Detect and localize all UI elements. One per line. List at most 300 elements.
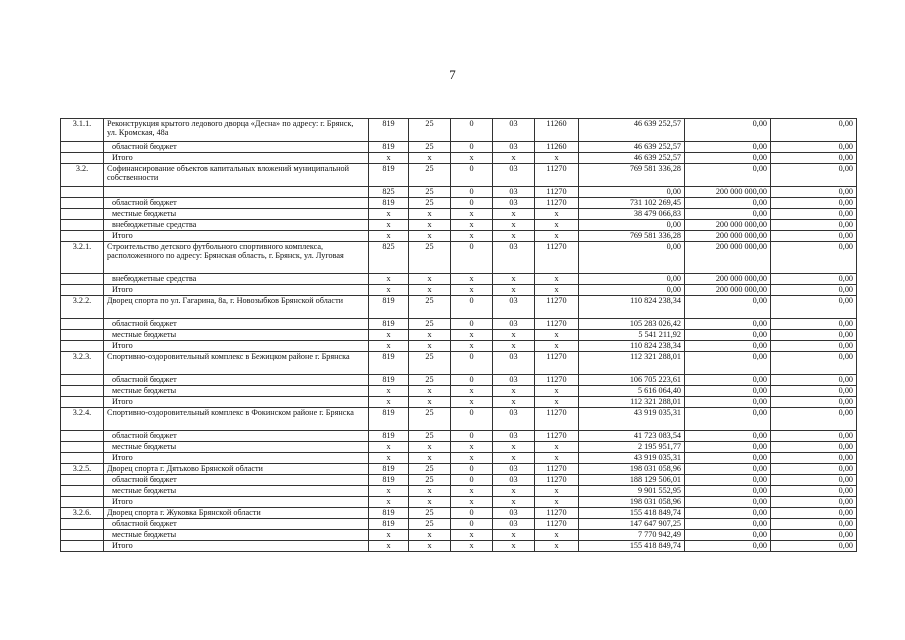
amount-year-1: 43 919 035,31 bbox=[579, 453, 685, 464]
amount-year-2: 0,00 bbox=[685, 486, 771, 497]
code-activity: x bbox=[493, 541, 535, 552]
row-name: Итого bbox=[104, 497, 369, 508]
code-subprogram: x bbox=[451, 541, 493, 552]
code-activity: 03 bbox=[493, 187, 535, 198]
code-subprogram: x bbox=[451, 231, 493, 242]
amount-year-2: 0,00 bbox=[685, 330, 771, 341]
code-ministry: 819 bbox=[369, 508, 409, 519]
code-direction: x bbox=[535, 220, 579, 231]
code-subprogram: x bbox=[451, 386, 493, 397]
code-program: x bbox=[409, 330, 451, 341]
row-name: областной бюджет bbox=[104, 375, 369, 386]
amount-year-3: 0,00 bbox=[771, 386, 857, 397]
code-subprogram: x bbox=[451, 330, 493, 341]
amount-year-1: 110 824 238,34 bbox=[579, 296, 685, 319]
page-number: 7 bbox=[449, 67, 456, 82]
code-activity: 03 bbox=[493, 352, 535, 375]
table-row bbox=[61, 198, 857, 209]
code-activity: 03 bbox=[493, 319, 535, 330]
amount-year-2: 0,00 bbox=[685, 296, 771, 319]
amount-year-3: 0,00 bbox=[771, 142, 857, 153]
code-subprogram: x bbox=[451, 530, 493, 541]
row-name: Итого bbox=[104, 231, 369, 242]
code-subprogram: 0 bbox=[451, 198, 493, 209]
row-name: местные бюджеты bbox=[104, 386, 369, 397]
code-subprogram: 0 bbox=[451, 164, 493, 187]
code-activity: 03 bbox=[493, 464, 535, 475]
code-direction: 11270 bbox=[535, 198, 579, 209]
amount-year-2: 0,00 bbox=[685, 164, 771, 187]
amount-year-3: 0,00 bbox=[771, 519, 857, 530]
code-ministry: 819 bbox=[369, 164, 409, 187]
code-program: 25 bbox=[409, 119, 451, 142]
row-number: 3.2.6. bbox=[61, 508, 104, 519]
amount-year-2: 200 000 000,00 bbox=[685, 285, 771, 296]
code-direction: x bbox=[535, 341, 579, 352]
amount-year-3: 0,00 bbox=[771, 464, 857, 475]
code-ministry: 819 bbox=[369, 464, 409, 475]
row-number: 3.2.2. bbox=[61, 296, 104, 319]
code-subprogram: x bbox=[451, 153, 493, 164]
code-activity: x bbox=[493, 274, 535, 285]
amount-year-2: 200 000 000,00 bbox=[685, 231, 771, 242]
row-number bbox=[61, 330, 104, 341]
table-row bbox=[61, 442, 857, 453]
row-name: внебюджетные средства bbox=[104, 274, 369, 285]
amount-year-3: 0,00 bbox=[771, 187, 857, 198]
code-activity: 03 bbox=[493, 142, 535, 153]
amount-year-2: 0,00 bbox=[685, 442, 771, 453]
table-row bbox=[61, 397, 857, 408]
code-program: x bbox=[409, 530, 451, 541]
code-ministry: x bbox=[369, 442, 409, 453]
code-subprogram: 0 bbox=[451, 464, 493, 475]
code-program: x bbox=[409, 486, 451, 497]
amount-year-1: 110 824 238,34 bbox=[579, 341, 685, 352]
amount-year-1: 106 705 223,61 bbox=[579, 375, 685, 386]
amount-year-2: 0,00 bbox=[685, 431, 771, 442]
amount-year-2: 0,00 bbox=[685, 375, 771, 386]
amount-year-2: 0,00 bbox=[685, 453, 771, 464]
code-direction: 11270 bbox=[535, 408, 579, 431]
table-row bbox=[61, 285, 857, 296]
code-program: 25 bbox=[409, 187, 451, 198]
code-program: x bbox=[409, 220, 451, 231]
code-ministry: x bbox=[369, 486, 409, 497]
amount-year-3: 0,00 bbox=[771, 453, 857, 464]
table-row bbox=[61, 220, 857, 231]
amount-year-1: 769 581 336,28 bbox=[579, 231, 685, 242]
table-row bbox=[61, 408, 857, 431]
row-name: Спортивно-оздоровительный комплекс в Фокинском районе г. Брянска bbox=[104, 408, 369, 431]
code-activity: x bbox=[493, 153, 535, 164]
code-subprogram: 0 bbox=[451, 431, 493, 442]
row-number bbox=[61, 319, 104, 330]
code-program: x bbox=[409, 386, 451, 397]
code-ministry: x bbox=[369, 541, 409, 552]
amount-year-1: 198 031 058,96 bbox=[579, 497, 685, 508]
row-name: Итого bbox=[104, 541, 369, 552]
row-name: внебюджетные средства bbox=[104, 220, 369, 231]
amount-year-1: 38 479 066,83 bbox=[579, 209, 685, 220]
code-activity: 03 bbox=[493, 508, 535, 519]
row-name: Дворец спорта г. Дятьково Брянской области bbox=[104, 464, 369, 475]
code-subprogram: x bbox=[451, 397, 493, 408]
amount-year-2: 200 000 000,00 bbox=[685, 220, 771, 231]
amount-year-1: 155 418 849,74 bbox=[579, 508, 685, 519]
code-program: 25 bbox=[409, 242, 451, 274]
code-subprogram: 0 bbox=[451, 519, 493, 530]
row-number bbox=[61, 431, 104, 442]
code-activity: x bbox=[493, 220, 535, 231]
code-ministry: x bbox=[369, 530, 409, 541]
row-name: областной бюджет bbox=[104, 142, 369, 153]
code-ministry: x bbox=[369, 386, 409, 397]
row-number: 3.2.1. bbox=[61, 242, 104, 274]
code-activity: 03 bbox=[493, 242, 535, 274]
row-name: местные бюджеты bbox=[104, 486, 369, 497]
budget-table bbox=[60, 118, 857, 552]
code-subprogram: x bbox=[451, 209, 493, 220]
table-row bbox=[61, 153, 857, 164]
code-direction: 11270 bbox=[535, 187, 579, 198]
row-number bbox=[61, 397, 104, 408]
code-direction: 11270 bbox=[535, 519, 579, 530]
amount-year-3: 0,00 bbox=[771, 198, 857, 209]
code-direction: x bbox=[535, 274, 579, 285]
table-row bbox=[61, 231, 857, 242]
amount-year-1: 7 770 942,49 bbox=[579, 530, 685, 541]
code-program: 25 bbox=[409, 464, 451, 475]
code-subprogram: 0 bbox=[451, 508, 493, 519]
amount-year-2: 200 000 000,00 bbox=[685, 242, 771, 274]
code-ministry: 825 bbox=[369, 242, 409, 274]
row-number bbox=[61, 541, 104, 552]
code-ministry: 819 bbox=[369, 319, 409, 330]
code-ministry: x bbox=[369, 231, 409, 242]
code-activity: 03 bbox=[493, 375, 535, 386]
row-name: Итого bbox=[104, 453, 369, 464]
table-row bbox=[61, 209, 857, 220]
amount-year-1: 188 129 506,01 bbox=[579, 475, 685, 486]
amount-year-3: 0,00 bbox=[771, 341, 857, 352]
amount-year-1: 2 195 951,77 bbox=[579, 442, 685, 453]
code-subprogram: 0 bbox=[451, 242, 493, 274]
amount-year-1: 43 919 035,31 bbox=[579, 408, 685, 431]
code-program: x bbox=[409, 442, 451, 453]
code-direction: 11270 bbox=[535, 352, 579, 375]
row-name: местные бюджеты bbox=[104, 330, 369, 341]
code-ministry: 819 bbox=[369, 475, 409, 486]
code-program: 25 bbox=[409, 431, 451, 442]
amount-year-2: 0,00 bbox=[685, 209, 771, 220]
code-ministry: x bbox=[369, 209, 409, 220]
code-activity: x bbox=[493, 497, 535, 508]
amount-year-3: 0,00 bbox=[771, 431, 857, 442]
code-activity: x bbox=[493, 330, 535, 341]
table-row bbox=[61, 187, 857, 198]
code-activity: 03 bbox=[493, 164, 535, 187]
amount-year-1: 41 723 083,54 bbox=[579, 431, 685, 442]
row-name: Итого bbox=[104, 341, 369, 352]
amount-year-1: 46 639 252,57 bbox=[579, 153, 685, 164]
row-number bbox=[61, 231, 104, 242]
table-row bbox=[61, 296, 857, 319]
table-row bbox=[61, 319, 857, 330]
amount-year-3: 0,00 bbox=[771, 442, 857, 453]
row-name: областной бюджет bbox=[104, 431, 369, 442]
amount-year-2: 0,00 bbox=[685, 341, 771, 352]
row-name: местные бюджеты bbox=[104, 530, 369, 541]
code-subprogram: x bbox=[451, 453, 493, 464]
code-subprogram: x bbox=[451, 442, 493, 453]
table-row bbox=[61, 352, 857, 375]
amount-year-1: 0,00 bbox=[579, 274, 685, 285]
code-activity: 03 bbox=[493, 519, 535, 530]
amount-year-3: 0,00 bbox=[771, 497, 857, 508]
row-number bbox=[61, 341, 104, 352]
row-number: 3.2.4. bbox=[61, 408, 104, 431]
table-row bbox=[61, 475, 857, 486]
amount-year-2: 0,00 bbox=[685, 153, 771, 164]
amount-year-2: 0,00 bbox=[685, 142, 771, 153]
code-direction: 11270 bbox=[535, 464, 579, 475]
amount-year-3: 0,00 bbox=[771, 319, 857, 330]
code-subprogram: x bbox=[451, 486, 493, 497]
amount-year-2: 0,00 bbox=[685, 519, 771, 530]
code-subprogram: 0 bbox=[451, 296, 493, 319]
table-row bbox=[61, 242, 857, 274]
code-direction: x bbox=[535, 442, 579, 453]
code-program: 25 bbox=[409, 475, 451, 486]
code-program: 25 bbox=[409, 508, 451, 519]
code-program: x bbox=[409, 453, 451, 464]
row-number: 3.2.3. bbox=[61, 352, 104, 375]
code-ministry: 819 bbox=[369, 431, 409, 442]
amount-year-1: 0,00 bbox=[579, 220, 685, 231]
row-name: Софинансирование объектов капитальных вложений муниципальной собственности bbox=[104, 164, 369, 187]
row-number bbox=[61, 386, 104, 397]
code-direction: x bbox=[535, 486, 579, 497]
amount-year-2: 0,00 bbox=[685, 198, 771, 209]
code-activity: x bbox=[493, 341, 535, 352]
code-activity: x bbox=[493, 442, 535, 453]
amount-year-1: 0,00 bbox=[579, 187, 685, 198]
row-number bbox=[61, 274, 104, 285]
amount-year-3: 0,00 bbox=[771, 530, 857, 541]
code-program: 25 bbox=[409, 319, 451, 330]
code-subprogram: 0 bbox=[451, 352, 493, 375]
table-row bbox=[61, 341, 857, 352]
amount-year-3: 0,00 bbox=[771, 541, 857, 552]
amount-year-3: 0,00 bbox=[771, 296, 857, 319]
table-row bbox=[61, 386, 857, 397]
amount-year-3: 0,00 bbox=[771, 119, 857, 142]
row-number bbox=[61, 142, 104, 153]
code-activity: 03 bbox=[493, 198, 535, 209]
row-number bbox=[61, 209, 104, 220]
code-direction: 11270 bbox=[535, 319, 579, 330]
amount-year-3: 0,00 bbox=[771, 375, 857, 386]
amount-year-1: 731 102 269,45 bbox=[579, 198, 685, 209]
row-number bbox=[61, 486, 104, 497]
code-subprogram: 0 bbox=[451, 142, 493, 153]
amount-year-1: 112 321 288,01 bbox=[579, 352, 685, 375]
code-ministry: 819 bbox=[369, 519, 409, 530]
amount-year-1: 46 639 252,57 bbox=[579, 119, 685, 142]
amount-year-2: 0,00 bbox=[685, 408, 771, 431]
code-direction: x bbox=[535, 497, 579, 508]
code-program: x bbox=[409, 397, 451, 408]
code-direction: x bbox=[535, 386, 579, 397]
code-activity: x bbox=[493, 486, 535, 497]
code-ministry: x bbox=[369, 397, 409, 408]
code-subprogram: x bbox=[451, 274, 493, 285]
amount-year-1: 105 283 026,42 bbox=[579, 319, 685, 330]
code-subprogram: 0 bbox=[451, 475, 493, 486]
code-direction: x bbox=[535, 453, 579, 464]
table-body bbox=[61, 119, 857, 552]
code-direction: x bbox=[535, 285, 579, 296]
amount-year-1: 769 581 336,28 bbox=[579, 164, 685, 187]
table-row bbox=[61, 497, 857, 508]
table-row bbox=[61, 142, 857, 153]
table-row bbox=[61, 464, 857, 475]
table-row bbox=[61, 453, 857, 464]
row-name: областной бюджет bbox=[104, 319, 369, 330]
amount-year-3: 0,00 bbox=[771, 408, 857, 431]
table-row bbox=[61, 375, 857, 386]
code-subprogram: x bbox=[451, 285, 493, 296]
code-direction: 11270 bbox=[535, 431, 579, 442]
code-subprogram: x bbox=[451, 220, 493, 231]
amount-year-3: 0,00 bbox=[771, 164, 857, 187]
table-row bbox=[61, 530, 857, 541]
amount-year-2: 0,00 bbox=[685, 464, 771, 475]
row-number: 3.1.1. bbox=[61, 119, 104, 142]
row-number bbox=[61, 453, 104, 464]
code-direction: x bbox=[535, 541, 579, 552]
amount-year-3: 0,00 bbox=[771, 285, 857, 296]
code-direction: x bbox=[535, 397, 579, 408]
code-direction: 11270 bbox=[535, 296, 579, 319]
code-direction: 11270 bbox=[535, 164, 579, 187]
code-activity: 03 bbox=[493, 475, 535, 486]
code-ministry: x bbox=[369, 274, 409, 285]
code-direction: 11260 bbox=[535, 142, 579, 153]
code-program: 25 bbox=[409, 519, 451, 530]
code-ministry: x bbox=[369, 341, 409, 352]
code-activity: x bbox=[493, 386, 535, 397]
row-number bbox=[61, 187, 104, 198]
amount-year-2: 0,00 bbox=[685, 530, 771, 541]
amount-year-3: 0,00 bbox=[771, 397, 857, 408]
code-program: x bbox=[409, 541, 451, 552]
code-program: 25 bbox=[409, 164, 451, 187]
code-program: 25 bbox=[409, 296, 451, 319]
code-program: x bbox=[409, 274, 451, 285]
amount-year-3: 0,00 bbox=[771, 508, 857, 519]
row-number bbox=[61, 153, 104, 164]
amount-year-1: 112 321 288,01 bbox=[579, 397, 685, 408]
code-ministry: x bbox=[369, 453, 409, 464]
row-number bbox=[61, 220, 104, 231]
code-ministry: x bbox=[369, 285, 409, 296]
row-number bbox=[61, 442, 104, 453]
amount-year-3: 0,00 bbox=[771, 209, 857, 220]
row-name: областной бюджет bbox=[104, 475, 369, 486]
code-ministry: 819 bbox=[369, 296, 409, 319]
amount-year-2: 0,00 bbox=[685, 508, 771, 519]
amount-year-2: 0,00 bbox=[685, 475, 771, 486]
amount-year-3: 0,00 bbox=[771, 330, 857, 341]
row-name: Итого bbox=[104, 397, 369, 408]
code-direction: x bbox=[535, 209, 579, 220]
code-activity: 03 bbox=[493, 408, 535, 431]
amount-year-2: 200 000 000,00 bbox=[685, 187, 771, 198]
table-row bbox=[61, 519, 857, 530]
code-program: x bbox=[409, 341, 451, 352]
code-program: 25 bbox=[409, 142, 451, 153]
table-row bbox=[61, 486, 857, 497]
amount-year-1: 0,00 bbox=[579, 242, 685, 274]
row-number: 3.2. bbox=[61, 164, 104, 187]
row-name: местные бюджеты bbox=[104, 209, 369, 220]
table-row bbox=[61, 274, 857, 285]
amount-year-2: 0,00 bbox=[685, 397, 771, 408]
code-direction: x bbox=[535, 153, 579, 164]
table-row bbox=[61, 330, 857, 341]
amount-year-2: 0,00 bbox=[685, 319, 771, 330]
amount-year-1: 9 901 552,95 bbox=[579, 486, 685, 497]
code-activity: 03 bbox=[493, 119, 535, 142]
code-direction: 11260 bbox=[535, 119, 579, 142]
amount-year-2: 0,00 bbox=[685, 352, 771, 375]
code-subprogram: 0 bbox=[451, 375, 493, 386]
row-name: Строительство детского футбольного спортивного комплекса, расположенного по адресу: Брянская область, г. Брянск, ул. Луговая bbox=[104, 242, 369, 274]
amount-year-2: 0,00 bbox=[685, 497, 771, 508]
code-activity: x bbox=[493, 209, 535, 220]
amount-year-2: 200 000 000,00 bbox=[685, 274, 771, 285]
row-number bbox=[61, 375, 104, 386]
amount-year-1: 198 031 058,96 bbox=[579, 464, 685, 475]
code-activity: x bbox=[493, 285, 535, 296]
amount-year-1: 147 647 907,25 bbox=[579, 519, 685, 530]
code-ministry: 819 bbox=[369, 198, 409, 209]
amount-year-3: 0,00 bbox=[771, 274, 857, 285]
row-number bbox=[61, 198, 104, 209]
row-name bbox=[104, 187, 369, 198]
code-program: x bbox=[409, 153, 451, 164]
code-subprogram: 0 bbox=[451, 408, 493, 431]
code-direction: x bbox=[535, 530, 579, 541]
row-name: областной бюджет bbox=[104, 519, 369, 530]
row-name: Спортивно-оздоровительный комплекс в Бежицком районе г. Брянска bbox=[104, 352, 369, 375]
code-subprogram: 0 bbox=[451, 119, 493, 142]
code-subprogram: x bbox=[451, 341, 493, 352]
table-row bbox=[61, 541, 857, 552]
amount-year-1: 155 418 849,74 bbox=[579, 541, 685, 552]
row-number bbox=[61, 530, 104, 541]
code-direction: 11270 bbox=[535, 375, 579, 386]
code-direction: 11270 bbox=[535, 475, 579, 486]
code-ministry: 819 bbox=[369, 408, 409, 431]
table-row bbox=[61, 164, 857, 187]
code-activity: x bbox=[493, 530, 535, 541]
row-number bbox=[61, 497, 104, 508]
row-name: Дворец спорта г. Жуковка Брянской области bbox=[104, 508, 369, 519]
code-activity: 03 bbox=[493, 296, 535, 319]
